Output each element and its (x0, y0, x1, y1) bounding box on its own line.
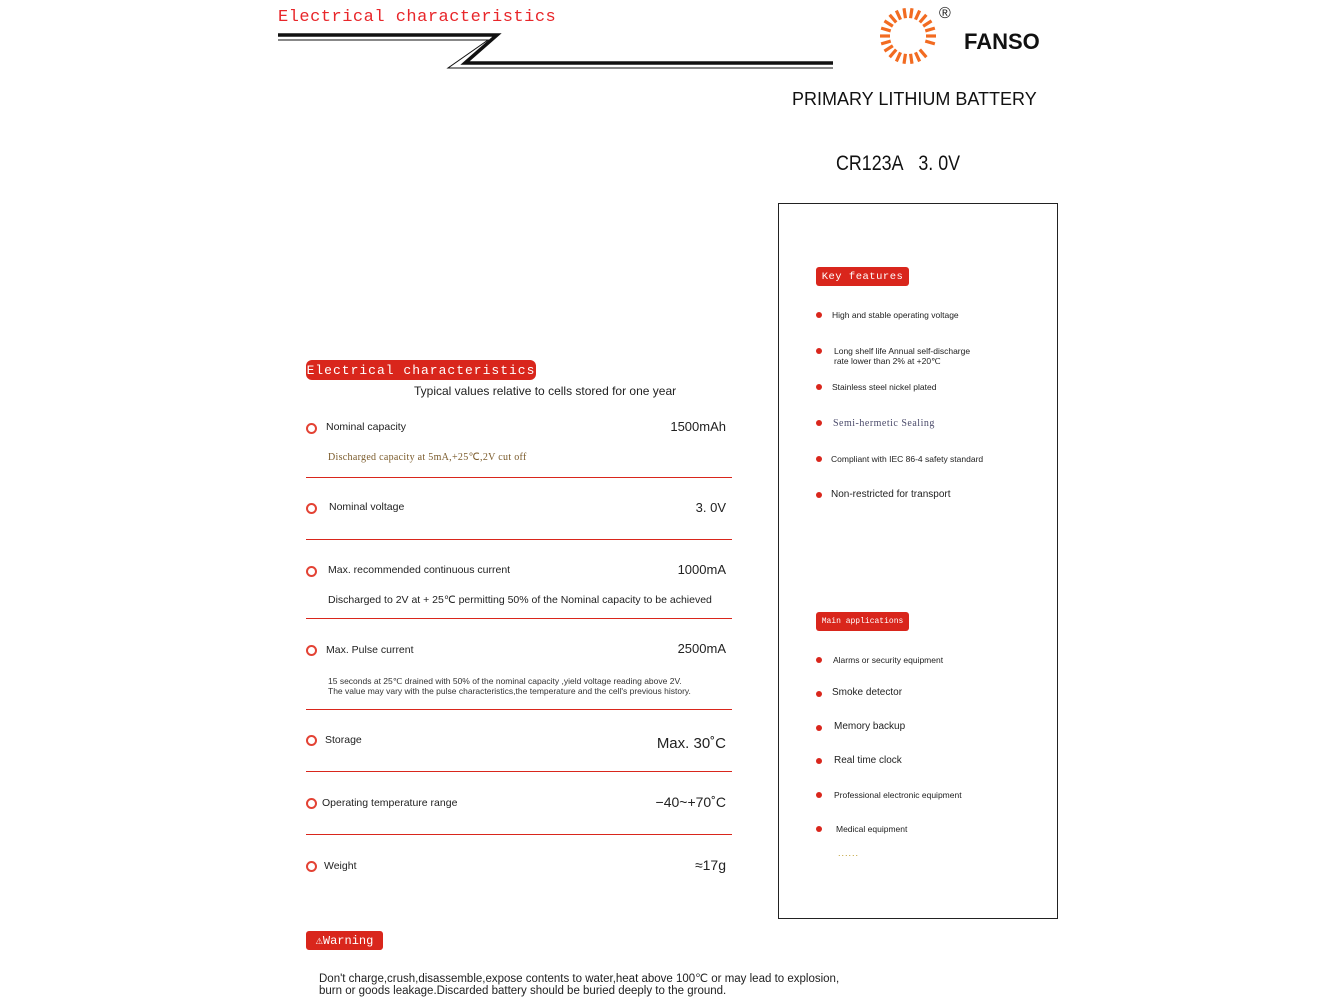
bullet-dot-icon (816, 348, 822, 354)
spec-note: The value may vary with the pulse characteristics,the temperature and the cell's previous history. (328, 686, 691, 696)
spec-value: 2500mA (677, 641, 726, 656)
bullet-ring-icon (306, 566, 317, 577)
spec-label: Weight (324, 860, 357, 872)
bullet-dot-icon (816, 312, 822, 318)
application-item: Real time clock (834, 755, 902, 766)
logo-ray (890, 15, 897, 23)
spec-label: Max. Pulse current (326, 644, 414, 656)
spec-value: −40~+70˚C (655, 794, 726, 810)
bullet-ring-icon (306, 798, 317, 809)
logo-ray (884, 46, 892, 51)
feature-item: High and stable operating voltage (832, 310, 959, 320)
warning-text-line2: burn or goods leakage.Discarded battery should be buried deeply to the ground. (319, 985, 727, 997)
logo-ray (896, 11, 900, 20)
bullet-ring-icon (306, 861, 317, 872)
more-ellipsis: ...... (838, 848, 860, 858)
header-rule-decoration (270, 30, 840, 72)
divider (306, 477, 732, 478)
logo-ray (915, 11, 919, 20)
fanso-logo-icon (878, 5, 938, 67)
spec-label: Nominal voltage (329, 501, 405, 513)
spec-value: 1000mA (677, 562, 726, 577)
main-applications-badge: Main applications (816, 612, 909, 631)
electrical-subtitle: Typical values relative to cells stored for one year (414, 384, 677, 398)
spec-value: 1500mAh (670, 419, 726, 434)
divider (306, 618, 732, 619)
logo-ray (884, 21, 892, 26)
application-item: Smoke detector (832, 687, 903, 698)
logo-ray (904, 8, 905, 18)
bullet-dot-icon (816, 758, 822, 764)
logo-ray (911, 8, 912, 18)
divider (306, 771, 732, 772)
brand-name: FANSO (964, 29, 1040, 54)
bullet-ring-icon (306, 645, 317, 656)
bullet-dot-icon (816, 420, 822, 426)
bullet-ring-icon (306, 503, 317, 514)
logo-ray (904, 54, 905, 64)
logo-ray (890, 50, 897, 58)
spec-label: Max. recommended continuous current (328, 564, 511, 576)
spec-value: Max. 30˚C (656, 735, 726, 752)
spec-note: Discharged capacity at 5mA,+25℃,2V cut off (328, 452, 527, 463)
product-line: PRIMARY LITHIUM BATTERY (792, 89, 1037, 109)
key-features-badge: Key features (816, 267, 909, 286)
logo-ray (920, 50, 927, 58)
divider (306, 709, 732, 710)
logo-ray (881, 41, 891, 44)
spec-note: 15 seconds at 25℃ drained with 50% of the nominal capacity ,yield voltage reading above 2V. (328, 676, 682, 686)
bullet-dot-icon (816, 725, 822, 731)
spec-value: ≈17g (694, 857, 726, 873)
section-title: Electrical characteristics (278, 8, 557, 27)
logo-ray (920, 15, 927, 23)
logo-ray (896, 52, 900, 61)
model-voltage: 3. 0V (918, 152, 961, 175)
model-name (836, 152, 960, 176)
application-item: Memory backup (834, 721, 906, 732)
logo-ray (923, 21, 931, 26)
logo-ray (915, 52, 919, 61)
feature-item: Non-restricted for transport (831, 489, 951, 500)
feature-item: Compliant with IEC 86-4 safety standard (831, 454, 984, 464)
electrical-badge: Electrical characteristics (306, 360, 536, 380)
application-item: Professional electronic equipment (834, 790, 962, 800)
bullet-dot-icon (816, 826, 822, 832)
feature-item: rate lower than 2% at +20℃ (834, 356, 941, 366)
spec-label: Storage (325, 734, 362, 746)
warning-text-line1: Don't charge,crush,disassemble,expose contents to water,heat above 100℃ or may lead to explosion, (319, 973, 840, 985)
bullet-dot-icon (816, 492, 822, 498)
warning-badge: ⚠Warning (306, 931, 383, 950)
logo-ray (911, 54, 912, 64)
bullet-ring-icon (306, 735, 317, 746)
spec-value: 3. 0V (695, 500, 726, 515)
bullet-dot-icon (816, 657, 822, 663)
registered-mark: ® (939, 5, 951, 22)
spec-note: Discharged to 2V at + 25℃ permitting 50% of the Nominal capacity to be achieved (328, 594, 712, 606)
logo-ray (881, 28, 891, 31)
spec-label: Operating temperature range (322, 797, 458, 809)
bullet-ring-icon (306, 423, 317, 434)
application-item: Medical equipment (836, 824, 908, 834)
bullet-dot-icon (816, 792, 822, 798)
logo-ray (925, 41, 935, 44)
bullet-dot-icon (816, 691, 822, 697)
application-item: Alarms or security equipment (833, 655, 944, 665)
feature-item: Semi-hermetic Sealing (833, 418, 935, 429)
bullet-dot-icon (816, 384, 822, 390)
divider (306, 834, 732, 835)
bullet-dot-icon (816, 456, 822, 462)
feature-item: Long shelf life Annual self-discharge (834, 346, 971, 356)
logo-ray (925, 28, 935, 31)
divider (306, 539, 732, 540)
spec-label: Nominal capacity (326, 421, 406, 433)
feature-item: Stainless steel nickel plated (832, 382, 937, 392)
model-number: CR123A (836, 152, 904, 175)
